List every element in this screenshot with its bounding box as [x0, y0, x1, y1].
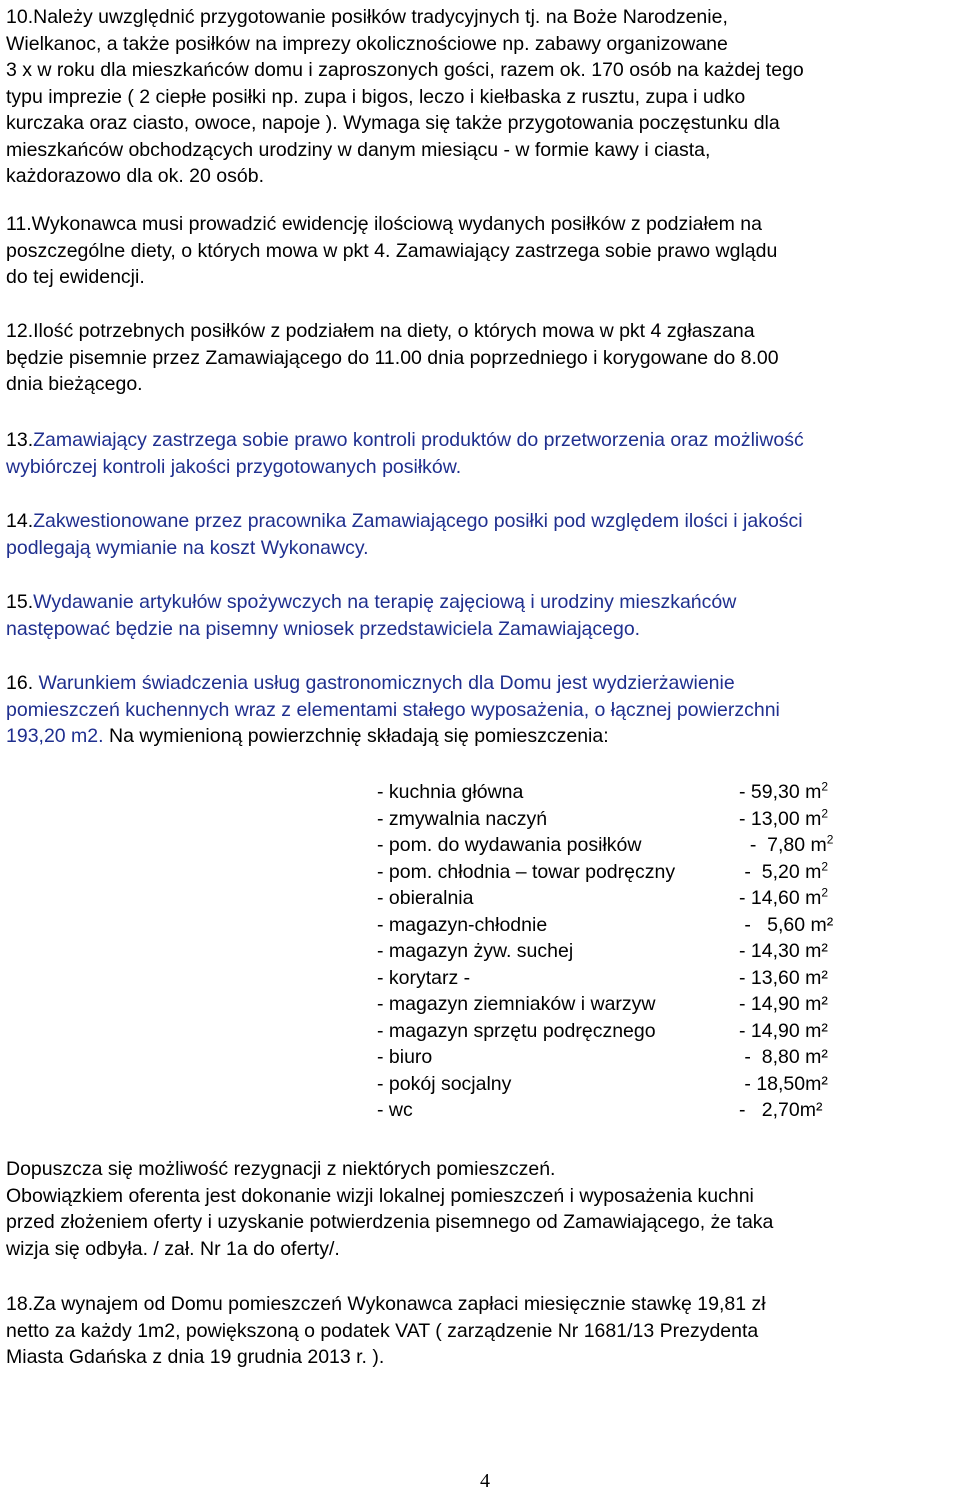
- text-run: 11.Wykonawca musi prowadzić ewidencję ilościową wydanych posiłków z podziałem na: [6, 213, 762, 235]
- text-line: [6, 1236, 956, 1263]
- room-name: - obieralnia: [377, 887, 474, 909]
- text-line: [6, 508, 956, 535]
- room-area-value: - 59,30 m: [739, 781, 822, 803]
- text-line: [6, 1344, 956, 1371]
- room-area-value: - 5,20 m: [739, 860, 822, 883]
- text-line: [6, 1156, 956, 1183]
- text-line: [6, 345, 956, 372]
- text-line: [6, 589, 956, 616]
- room-name: - magazyn sprzętu podręcznego: [377, 1019, 656, 1042]
- room-area-value: - 14,90 m²: [739, 993, 828, 1015]
- room-name: - magazyn żyw. suchej: [377, 940, 574, 962]
- text-line: [6, 4, 956, 31]
- text-run: każdorazowo dla ok. 20 osób.: [6, 165, 264, 187]
- text-line: [6, 616, 956, 643]
- room-row: [377, 779, 877, 806]
- text-run: poszczególne diety, o których mowa w pkt 4. Zamawiający zastrzega sobie prawo wglądu: [6, 239, 778, 262]
- room-row: [377, 885, 877, 912]
- text-run: pomieszczeń kuchennych wraz z elementami stałego wyposażenia, o łącznej powierzchni: [6, 698, 780, 721]
- room-row: [377, 806, 877, 833]
- text-line: [6, 670, 956, 697]
- text-line: [6, 84, 956, 111]
- text-line: [6, 31, 956, 58]
- text-line: [6, 238, 956, 265]
- text-run: Wydawanie artykułów spożywczych na terapię zajęciową i urodziny mieszkańców: [33, 591, 737, 613]
- text-run: 15.: [6, 591, 34, 613]
- room-area-value: - 13,60 m²: [739, 966, 828, 989]
- room-area: [739, 1044, 828, 1071]
- room-area-value: - 5,60 m²: [739, 913, 834, 936]
- text-line: [6, 110, 956, 137]
- text-run: Dopuszcza się możliwość rezygnacji z niektórych pomieszczeń.: [6, 1158, 556, 1180]
- text-run: Zakwestionowane przez pracownika Zamawiającego posiłki pod względem ilości i jakości: [33, 510, 803, 532]
- square-unit-superscript: 2: [821, 885, 829, 900]
- paragraph-point-10: [6, 4, 956, 190]
- room-row: [377, 912, 877, 939]
- room-area-value: - 8,80 m²: [739, 1046, 828, 1068]
- room-area: [739, 991, 828, 1018]
- room-area-table: [377, 779, 877, 1124]
- room-row: [377, 1071, 877, 1098]
- paragraph-point-11: [6, 211, 956, 291]
- text-run: następować będzie na pisemny wniosek przedstawiciela Zamawiającego.: [6, 617, 641, 640]
- text-line: [6, 1318, 956, 1345]
- text-run: wybiórczej kontroli jakości przygotowanych posiłków.: [6, 455, 462, 478]
- text-line: [6, 264, 956, 291]
- square-unit-superscript: 2: [826, 832, 834, 847]
- room-area-value: - 2,70m²: [739, 1099, 823, 1121]
- page-number: 4: [480, 1470, 490, 1492]
- room-area: [739, 912, 833, 939]
- text-run: 3 x w roku dla mieszkańców domu i zaproszonych gości, razem ok. 170 osób na każdej tego: [6, 59, 804, 81]
- room-name: - pom. chłodnia – towar podręczny: [377, 860, 676, 883]
- room-area: [739, 1097, 822, 1124]
- text-run: do tej ewidencji.: [6, 266, 145, 288]
- text-run: Obowiązkiem oferenta jest dokonanie wizji lokalnej pomieszczeń i wyposażenia kuchni: [6, 1184, 754, 1207]
- room-area-value: - 7,80 m: [739, 834, 827, 856]
- text-line: [6, 697, 956, 724]
- room-name: - pokój socjalny: [377, 1072, 512, 1095]
- text-line: [6, 535, 956, 562]
- room-area-value: - 13,00 m: [739, 807, 822, 830]
- paragraph-point-15: [6, 589, 956, 642]
- text-run: 14.: [6, 510, 34, 532]
- text-run: będzie pisemnie przez Zamawiającego do 11.00 dnia poprzedniego i korygowane do 8.00: [6, 346, 779, 369]
- room-name: - pom. do wydawania posiłków: [377, 834, 642, 856]
- text-run: Na wymienioną powierzchnię składają się pomieszczenia:: [108, 725, 609, 747]
- room-area: [739, 965, 828, 992]
- text-run: Miasta Gdańska z dnia 19 grudnia 2013 r. ).: [6, 1346, 385, 1368]
- text-run: 16.: [6, 672, 39, 694]
- text-line: [6, 427, 956, 454]
- room-name: - magazyn-chłodnie: [377, 913, 548, 936]
- text-run: podlegają wymianie na koszt Wykonawcy.: [6, 536, 369, 559]
- paragraph-point-16: [6, 670, 956, 750]
- text-line: [6, 211, 956, 238]
- room-row: [377, 991, 877, 1018]
- text-run: 10.Należy uwzględnić przygotowanie posiłków tradycyjnych tj. na Boże Narodzenie,: [6, 6, 728, 28]
- text-run: 18.Za wynajem od Domu pomieszczeń Wykonawca zapłaci miesięcznie stawkę 19,81 zł: [6, 1293, 766, 1315]
- text-run: Wielkanoc, a także posiłków na imprezy okolicznościowe np. zabawy organizowane: [6, 32, 728, 55]
- paragraph-point-18: [6, 1291, 956, 1371]
- text-line: [6, 371, 956, 398]
- room-area: [739, 885, 828, 912]
- room-row: [377, 938, 877, 965]
- text-run: kurczaka oraz ciasto, owoce, napoje ). Wymaga się także przygotowania poczęstunku dla: [6, 112, 780, 134]
- room-area: [739, 1018, 828, 1045]
- room-area: [739, 938, 828, 965]
- room-row: [377, 1018, 877, 1045]
- text-run: 193,20 m2.: [6, 725, 109, 747]
- text-run: mieszkańców obchodzących urodziny w danym miesiącu - w formie kawy i ciasta,: [6, 138, 711, 161]
- paragraph-point-13: [6, 427, 956, 480]
- room-area-value: - 14,90 m²: [739, 1019, 828, 1042]
- room-name: - zmywalnia naczyń: [377, 807, 548, 830]
- text-line: [6, 57, 956, 84]
- paragraph-point-12: [6, 318, 956, 398]
- room-name: - korytarz -: [377, 966, 471, 989]
- room-row: [377, 1097, 877, 1124]
- text-line: [6, 1291, 956, 1318]
- room-area-value: - 14,30 m²: [739, 940, 828, 962]
- room-row: [377, 1044, 877, 1071]
- room-area-value: - 14,60 m: [739, 887, 822, 909]
- text-run: 13.: [6, 429, 34, 451]
- room-name: - kuchnia główna: [377, 781, 524, 803]
- room-name: - biuro: [377, 1046, 433, 1068]
- text-run: typu imprezie ( 2 ciepłe posiłki np. zupa i bigos, leczo i kiełbaska z rusztu, zupa i udko: [6, 85, 746, 108]
- text-line: [6, 1183, 956, 1210]
- text-run: przed złożeniem oferty i uzyskanie potwierdzenia pisemnego od Zamawiającego, że taka: [6, 1211, 774, 1233]
- text-line: [6, 723, 956, 750]
- room-row: [377, 832, 877, 859]
- paragraph-resignation-and-site-visit: [6, 1156, 956, 1262]
- text-run: netto za każdy 1m2, powiększoną o podatek VAT ( zarządzenie Nr 1681/13 Prezydenta: [6, 1319, 759, 1342]
- room-area: [739, 832, 833, 859]
- square-unit-superscript: 2: [821, 806, 829, 820]
- text-run: Zamawiający zastrzega sobie prawo kontroli produktów do przetworzenia oraz możliwość: [33, 429, 804, 451]
- text-run: 12.Ilość potrzebnych posiłków z podziałem na diety, o których mowa w pkt 4 zgłaszana: [6, 320, 755, 342]
- text-run: wizja się odbyła. / zał. Nr 1a do oferty/.: [6, 1237, 340, 1260]
- text-line: [6, 137, 956, 164]
- square-unit-superscript: 2: [821, 779, 829, 794]
- square-unit-superscript: 2: [821, 859, 829, 873]
- text-line: [6, 454, 956, 481]
- room-area-value: - 18,50m²: [739, 1072, 828, 1095]
- text-run: Warunkiem świadczenia usług gastronomicznych dla Domu jest wydzierżawienie: [38, 672, 735, 694]
- paragraph-point-14: [6, 508, 956, 561]
- text-line: [6, 318, 956, 345]
- room-row: [377, 965, 877, 992]
- room-area: [739, 779, 828, 806]
- text-line: [6, 163, 956, 190]
- text-line: [6, 1209, 956, 1236]
- room-area: [739, 859, 828, 886]
- room-area: [739, 806, 828, 833]
- text-run: dnia bieżącego.: [6, 373, 143, 395]
- room-name: - magazyn ziemniaków i warzyw: [377, 993, 656, 1015]
- room-name: - wc: [377, 1099, 413, 1121]
- room-area: [739, 1071, 828, 1098]
- room-row: [377, 859, 877, 886]
